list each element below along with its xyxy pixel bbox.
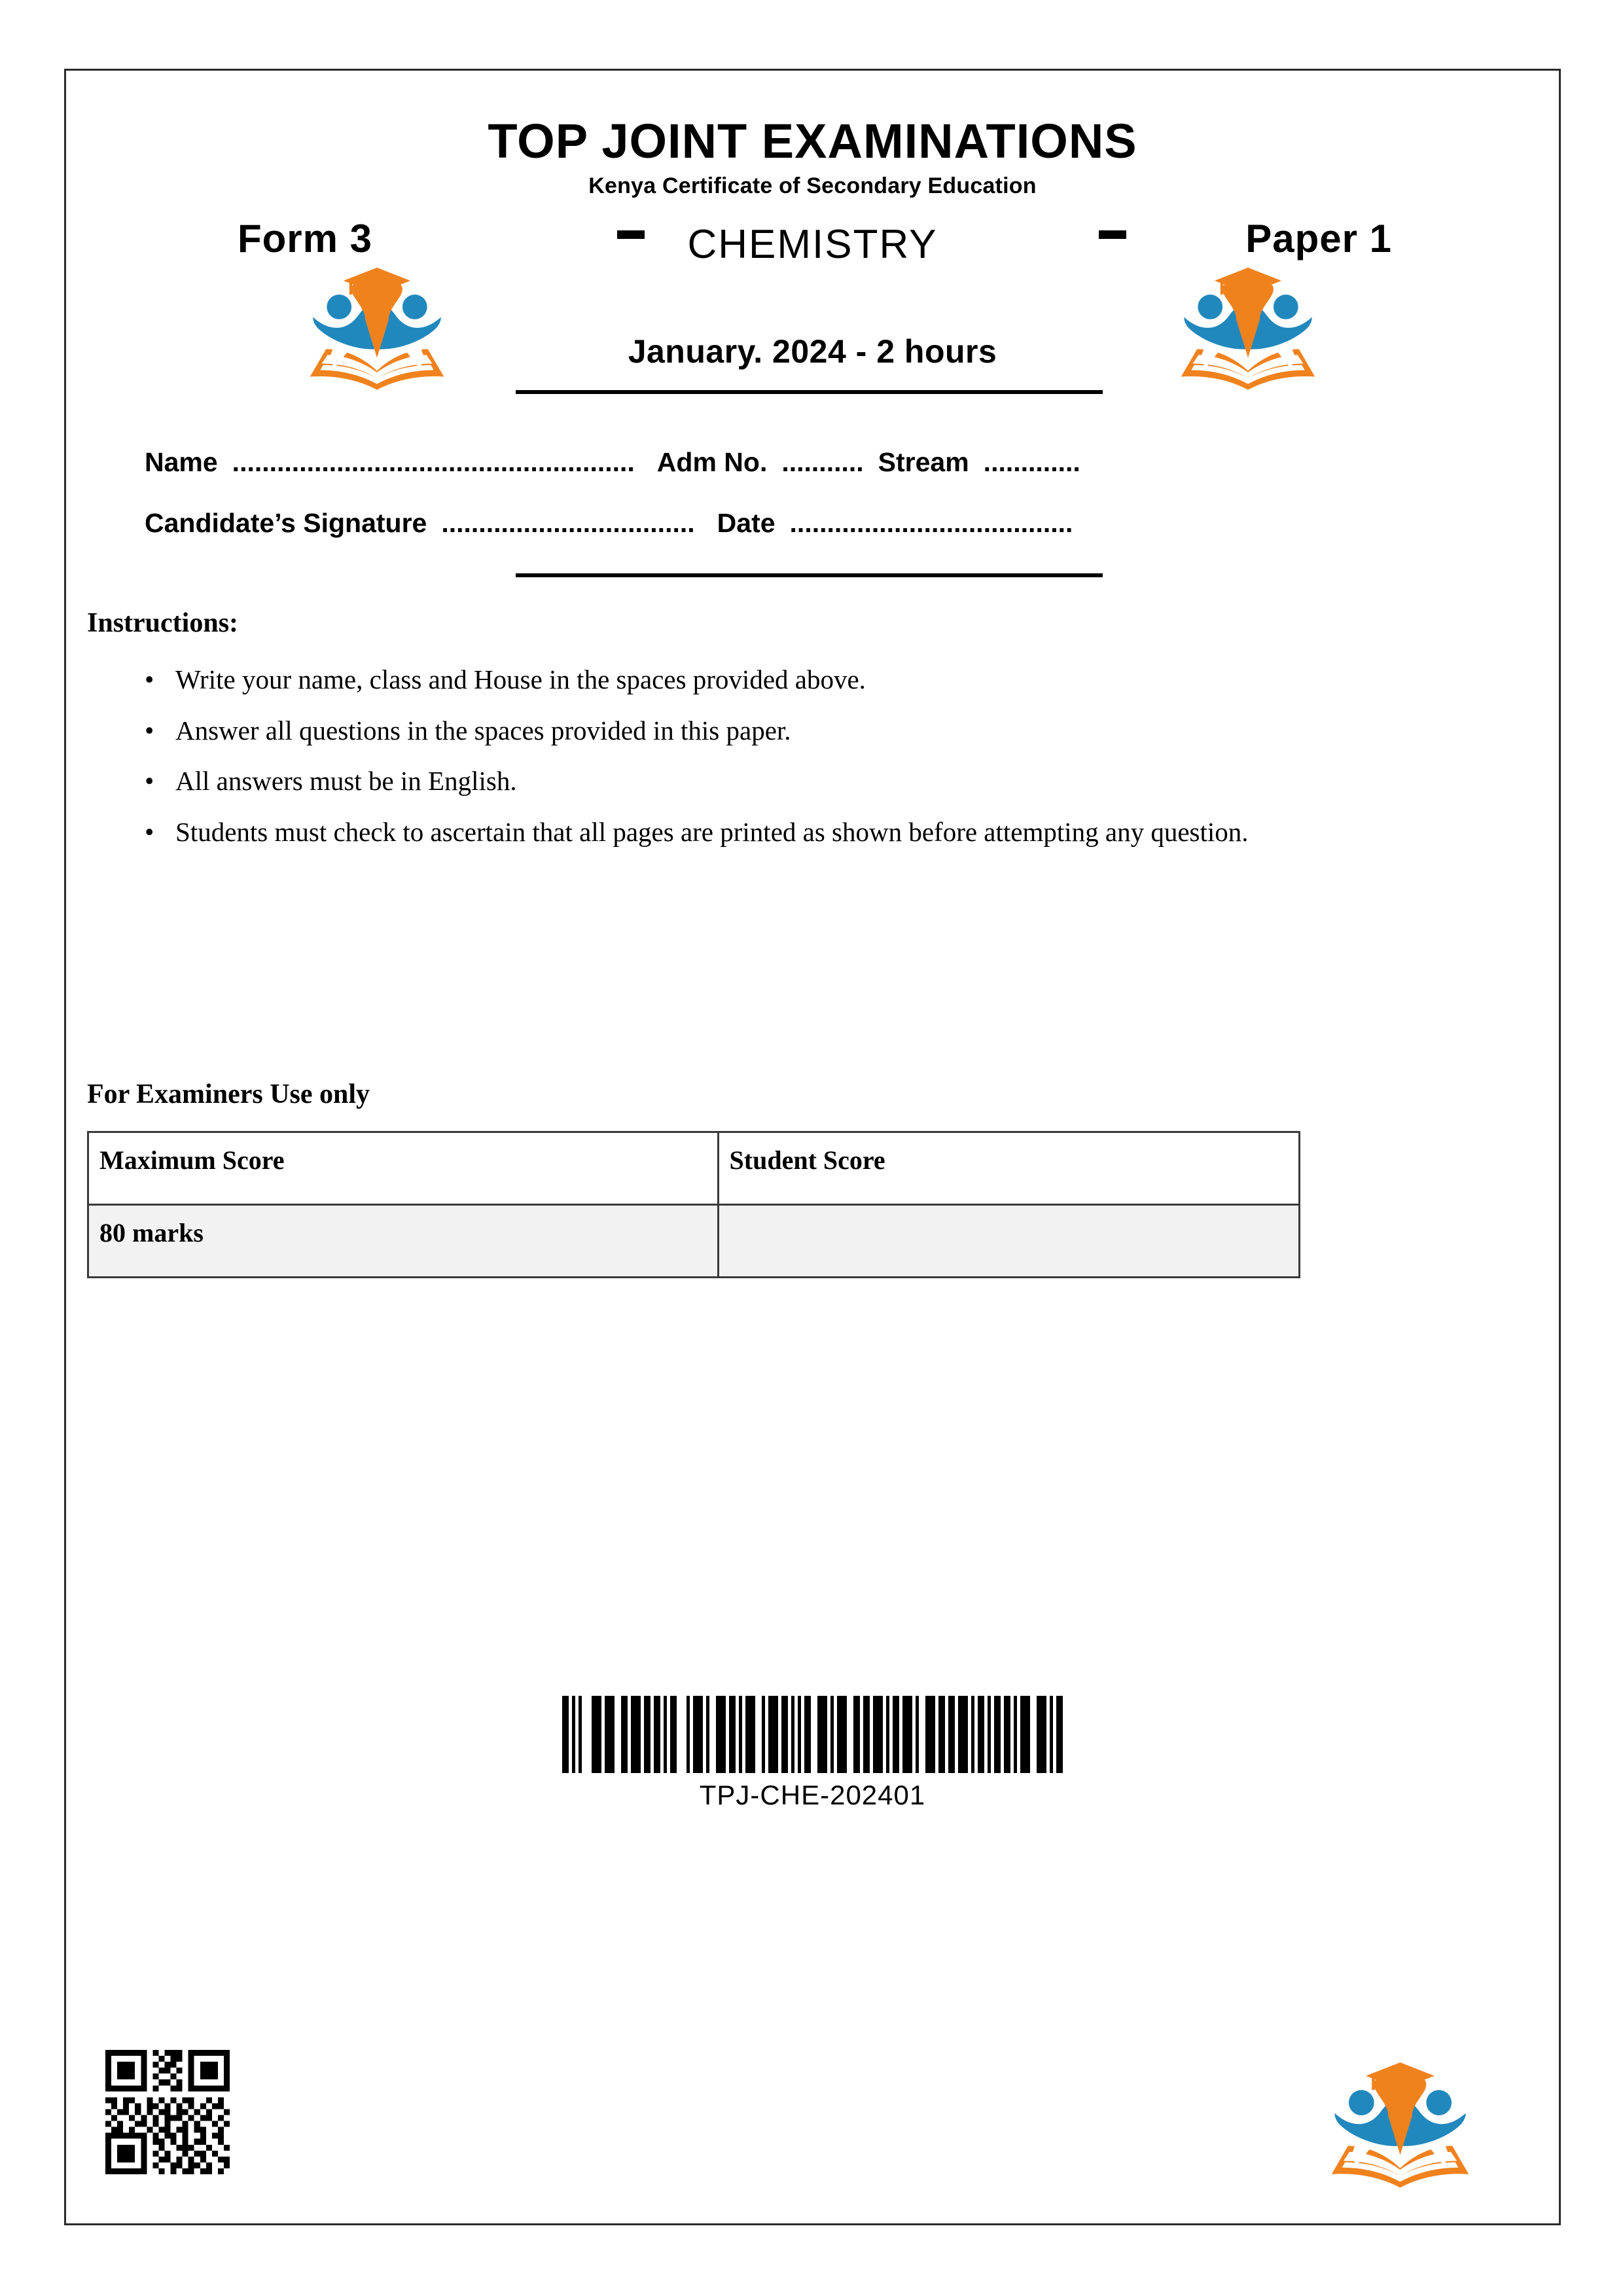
date-label: Date — [717, 508, 776, 538]
table-header-row — [88, 1132, 1300, 1205]
instruction-item — [87, 761, 1357, 801]
name-input[interactable]: ...................................................... — [232, 447, 635, 477]
instructions-list — [87, 660, 1357, 863]
graduation-book-logo-icon-footer — [1323, 2056, 1477, 2191]
page-header — [66, 71, 1559, 279]
barcode-value-label: TPJ-CHE-202401 — [699, 1780, 926, 1810]
signature-input[interactable]: .................................. — [441, 508, 695, 538]
bullet-icon: • — [145, 817, 154, 848]
candidate-name-row — [145, 447, 1080, 478]
bullet-icon: • — [145, 664, 154, 694]
dash-right-icon — [1099, 230, 1126, 239]
signature-label: Candidate’s Signature — [145, 508, 427, 538]
exam-board-title: TOP JOINT EXAMINATIONS — [488, 114, 1137, 168]
barcode-block — [66, 1687, 1559, 1811]
date-input[interactable]: ...................................... — [789, 508, 1073, 538]
graduation-book-logo-icon-left — [302, 262, 452, 393]
instruction-item — [87, 812, 1357, 852]
adm-no-label: Adm No. — [656, 447, 768, 477]
instruction-item — [87, 711, 1357, 751]
exam-session-label: January. 2024 - 2 hours — [628, 333, 997, 370]
instruction-text: All answers must be in English. — [175, 766, 517, 797]
instruction-text: Students must check to ascertain that all pages are printed as shown before attempting any question. — [175, 817, 1249, 848]
bullet-icon: • — [145, 715, 154, 745]
exam-cover-page — [64, 69, 1561, 2225]
certificate-subtitle: Kenya Certificate of Secondary Education — [588, 173, 1037, 199]
table-row — [88, 1205, 1300, 1278]
qr-code-icon — [105, 2050, 230, 2174]
column-header-maximum-score: Maximum Score — [88, 1132, 719, 1205]
instruction-text: Write your name, class and House in the spaces provided above. — [175, 664, 866, 694]
bullet-icon: • — [145, 766, 154, 797]
column-header-student-score: Student Score — [718, 1132, 1299, 1205]
adm-no-input[interactable]: ........... — [781, 447, 864, 477]
cell-student-score[interactable] — [718, 1205, 1299, 1278]
subject-label: CHEMISTRY — [687, 222, 938, 268]
examiners-heading: For Examiners Use only — [87, 1079, 370, 1109]
subject-row — [66, 216, 1559, 279]
name-label: Name — [145, 447, 218, 477]
form-label: Form 3 — [238, 217, 373, 261]
instruction-item — [87, 660, 1357, 700]
divider-top — [516, 390, 1103, 394]
graduation-book-logo-icon-right — [1173, 262, 1323, 393]
stream-label: Stream — [878, 447, 969, 477]
instruction-text: Answer all questions in the spaces provided in this paper. — [175, 715, 791, 745]
barcode-icon — [562, 1696, 1063, 1773]
paper-label: Paper 1 — [1245, 217, 1392, 261]
examiner-score-table — [87, 1131, 1300, 1278]
stream-input[interactable]: ............. — [983, 447, 1080, 477]
divider-bottom — [516, 573, 1103, 577]
instructions-heading: Instructions: — [87, 608, 239, 638]
candidate-signature-row — [145, 508, 1073, 539]
cell-maximum-score: 80 marks — [88, 1205, 719, 1278]
